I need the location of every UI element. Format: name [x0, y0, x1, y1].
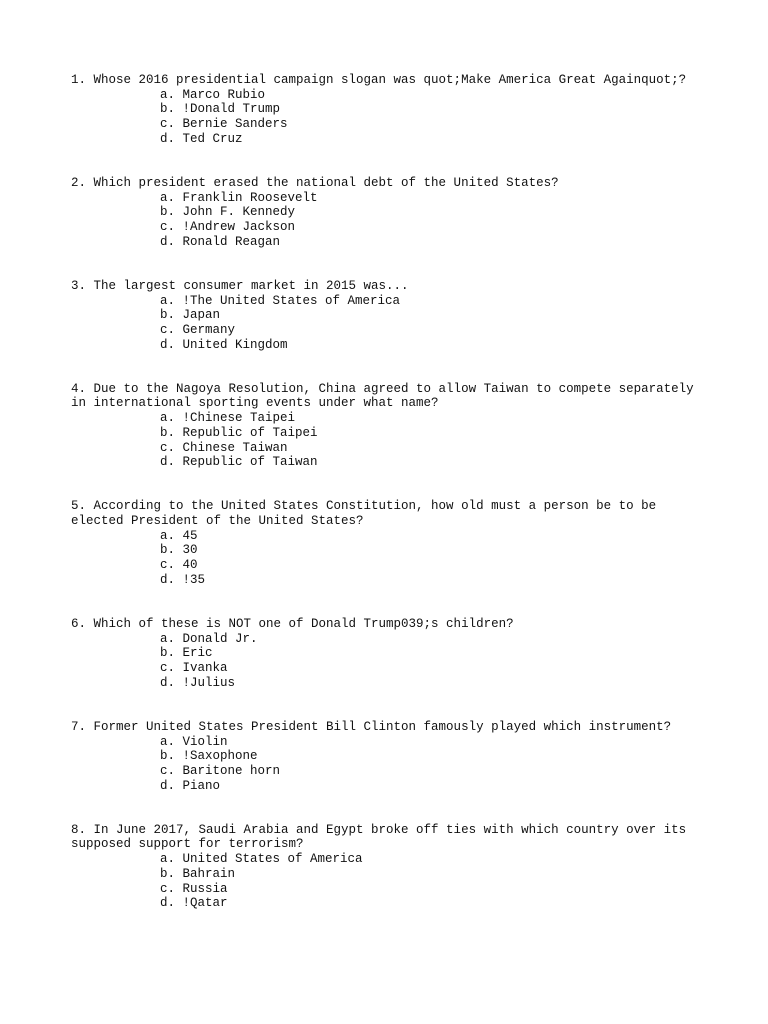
question-text: 7. Former United States President Bill Clinton famously played which instrument? — [71, 719, 672, 734]
question-1 — [71, 73, 711, 147]
question-text: 2. Which president erased the national debt of the United States? — [71, 175, 559, 190]
question-4 — [71, 382, 711, 470]
question-3 — [71, 279, 711, 353]
answer-options — [71, 294, 711, 353]
answer-options — [71, 88, 711, 147]
answer-option-c: c. 40 — [160, 558, 198, 573]
question-8 — [71, 823, 711, 911]
answer-option-c: c. Bernie Sanders — [160, 117, 288, 132]
answer-options — [71, 191, 711, 250]
answer-option-a: a. Franklin Roosevelt — [160, 190, 318, 205]
answer-option-d: d. Piano — [160, 778, 221, 793]
answer-option-c: c. Baritone horn — [160, 763, 281, 778]
answer-option-c: c. Russia — [160, 881, 228, 896]
question-text: 5. According to the United States Constitution, how old must a person be to be elected President of the United States? — [71, 499, 657, 529]
quiz-document — [71, 73, 711, 940]
answer-option-b: b. 30 — [160, 543, 198, 558]
answer-option-a: a. !The United States of America — [160, 293, 401, 308]
answer-option-a: a. 45 — [160, 528, 198, 543]
question-2 — [71, 176, 711, 250]
answer-option-d: d. Ted Cruz — [160, 131, 243, 146]
answer-options — [71, 852, 711, 911]
question-text: 8. In June 2017, Saudi Arabia and Egypt broke off ties with which country over its supposed support for terrorism? — [71, 822, 687, 852]
answer-option-b: b. Bahrain — [160, 866, 236, 881]
answer-option-d: d. !Qatar — [160, 896, 228, 911]
question-7 — [71, 720, 711, 794]
answer-option-a: a. Marco Rubio — [160, 87, 266, 102]
answer-option-d: d. !35 — [160, 572, 206, 587]
answer-options — [71, 411, 711, 470]
answer-option-d: d. Republic of Taiwan — [160, 455, 318, 470]
question-text: 1. Whose 2016 presidential campaign slogan was quot;Make America Great Againquot;? — [71, 73, 687, 87]
answer-option-c: c. !Andrew Jackson — [160, 220, 296, 235]
answer-options — [71, 529, 711, 588]
answer-option-a: a. United States of America — [160, 852, 363, 867]
answer-option-d: d. Ronald Reagan — [160, 234, 281, 249]
answer-option-a: a. !Chinese Taipei — [160, 411, 296, 426]
answer-option-d: d. United Kingdom — [160, 337, 288, 352]
question-text: 6. Which of these is NOT one of Donald Trump039;s children? — [71, 616, 514, 631]
question-text: 4. Due to the Nagoya Resolution, China agreed to allow Taiwan to compete separately in international sporting events under what name? — [71, 381, 694, 411]
question-5 — [71, 499, 711, 587]
answer-option-b: b. Eric — [160, 646, 213, 661]
answer-option-c: c. Chinese Taiwan — [160, 440, 288, 455]
answer-option-c: c. Germany — [160, 322, 236, 337]
question-6 — [71, 617, 711, 691]
answer-option-a: a. Violin — [160, 734, 228, 749]
answer-option-b: b. Japan — [160, 308, 221, 323]
answer-option-b: b. John F. Kennedy — [160, 205, 296, 220]
answer-option-b: b. !Donald Trump — [160, 102, 281, 117]
answer-option-d: d. !Julius — [160, 675, 236, 690]
answer-option-a: a. Donald Jr. — [160, 631, 258, 646]
answer-options — [71, 632, 711, 691]
answer-options — [71, 735, 711, 794]
question-text: 3. The largest consumer market in 2015 was... — [71, 278, 409, 293]
answer-option-b: b. !Saxophone — [160, 749, 258, 764]
answer-option-c: c. Ivanka — [160, 661, 228, 676]
answer-option-b: b. Republic of Taipei — [160, 425, 318, 440]
